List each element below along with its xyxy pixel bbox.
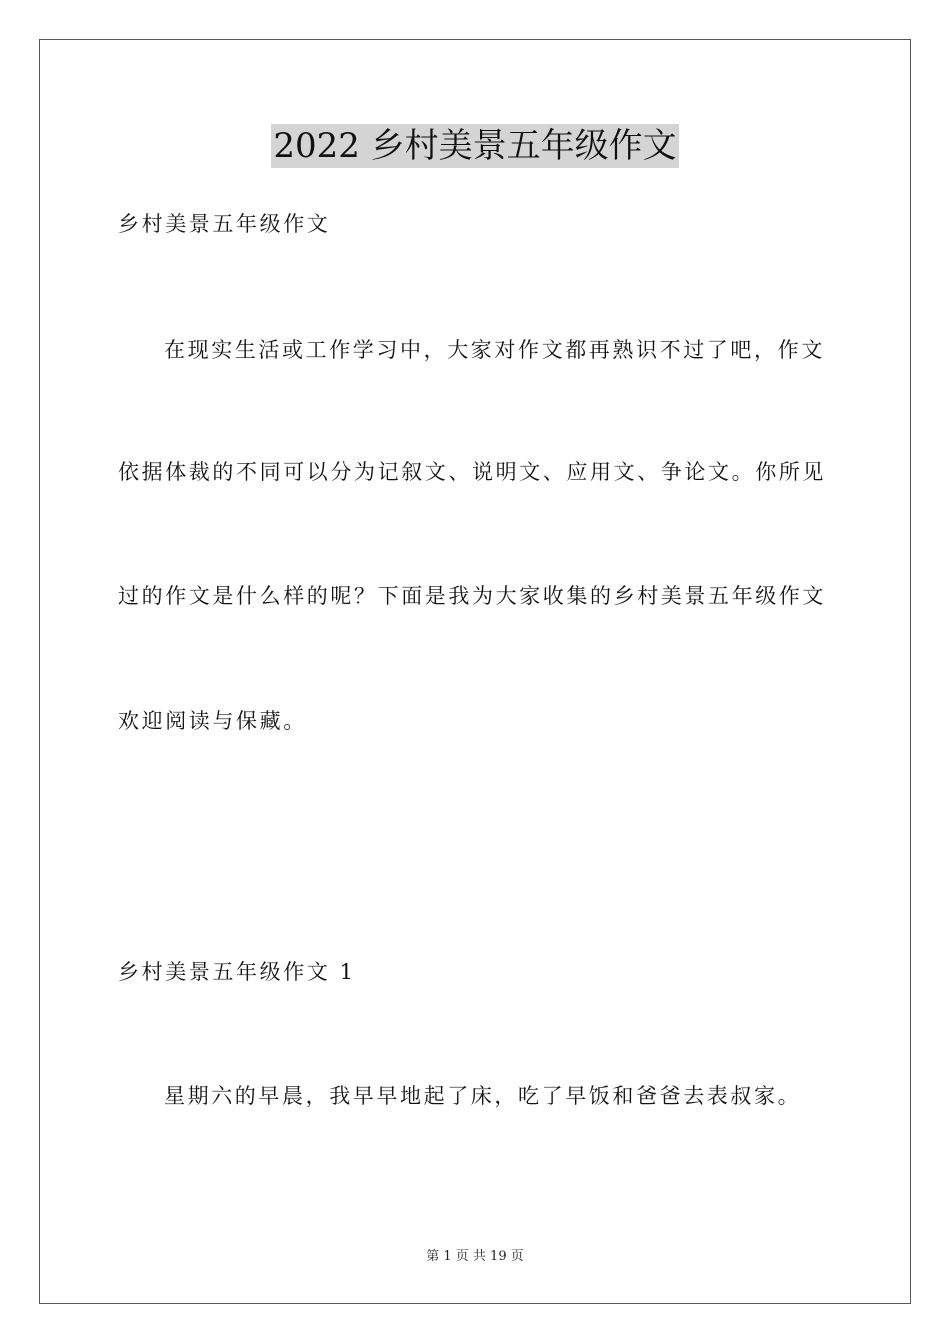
intro-line-1: 在现实生活或工作学习中，大家对作文都再熟识不过了吧，作文 — [164, 338, 825, 362]
intro-line-3: 过的作文是什么样的呢？下面是我为大家收集的乡村美景五年级作文 — [118, 584, 826, 608]
document-title: 2022 乡村美景五年级作文 — [273, 126, 677, 166]
intro-line-4: 欢迎阅读与保藏。 — [118, 709, 307, 733]
page-number-footer: 第 1 页 共 19 页 — [426, 1249, 524, 1264]
section-heading: 乡村美景五年级作文 1 — [118, 960, 356, 984]
intro-line-2: 依据体裁的不同可以分为记叙文、说明文、应用文、争论文。你所见 — [118, 460, 826, 484]
document-subtitle: 乡村美景五年级作文 — [118, 212, 331, 236]
section-paragraph-line-1: 星期六的早晨，我早早地起了床，吃了早饭和爸爸去表叔家。 — [164, 1084, 802, 1108]
title-container — [0, 124, 950, 168]
